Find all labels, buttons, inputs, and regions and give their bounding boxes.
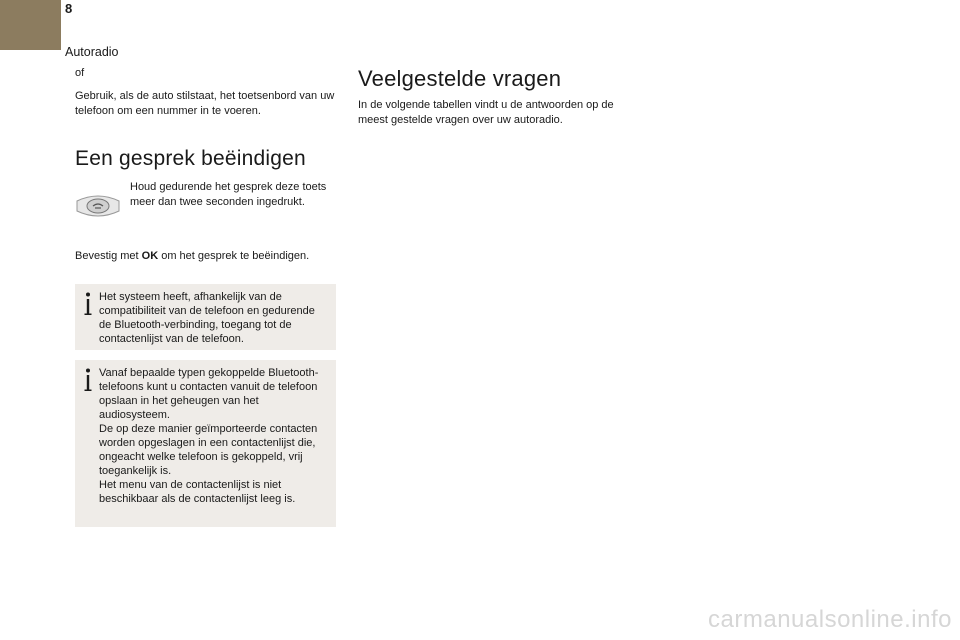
or-text: of (75, 67, 85, 79)
confirm-paragraph (75, 249, 345, 264)
hold-button-paragraph: Houd gedurende het gesprek deze toets meer dan twee seconden ingedrukt. (130, 181, 327, 208)
keyboard-paragraph: Gebruik, als de auto stilstaat, het toetsenbord van uw telefoon om een nummer in te voeren. (75, 90, 335, 117)
end-call-heading: Een gesprek beëindigen (75, 147, 306, 170)
info-box-contacts-import (75, 360, 336, 527)
info-box-contacts-access (75, 284, 336, 350)
info-text: Het systeem heeft, afhankelijk van de compatibiliteit van de telefoon en gedurende de Bluetooth-verbinding, toegang tot de contactenlijst van de telefoon. (99, 291, 315, 345)
page-tab (0, 0, 73, 50)
section-label: Autoradio (65, 45, 119, 59)
steering-wheel-button-icon (75, 193, 121, 219)
watermark: carmanualsonline.info (708, 606, 952, 633)
page-number: 8 (65, 1, 73, 16)
faq-intro-paragraph: In de volgende tabellen vindt u de antwoorden op de meest gestelde vragen over uw autoradio. (358, 99, 614, 126)
info-icon (83, 368, 93, 392)
info-text: Vanaf bepaalde typen gekoppelde Bluetooth-telefoons kunt u contacten vanuit de telefoon opslaan in het geheugen van het audiosysteem. De op deze manier geïmporteerde contacten worden opgeslagen in een contactenlijst die, ongeacht welke telefoon is gekoppeld, vrij toegankelijk is. Het menu van de contactenlijst is niet beschikbaar als de contactenlijst leeg is. (99, 367, 319, 505)
ok-keyword: OK (141, 250, 159, 262)
info-icon (83, 292, 93, 316)
confirm-suffix: om het gesprek te beëindigen. (158, 250, 310, 262)
confirm-prefix: Bevestig met (75, 250, 142, 262)
faq-heading: Veelgestelde vragen (358, 66, 562, 91)
